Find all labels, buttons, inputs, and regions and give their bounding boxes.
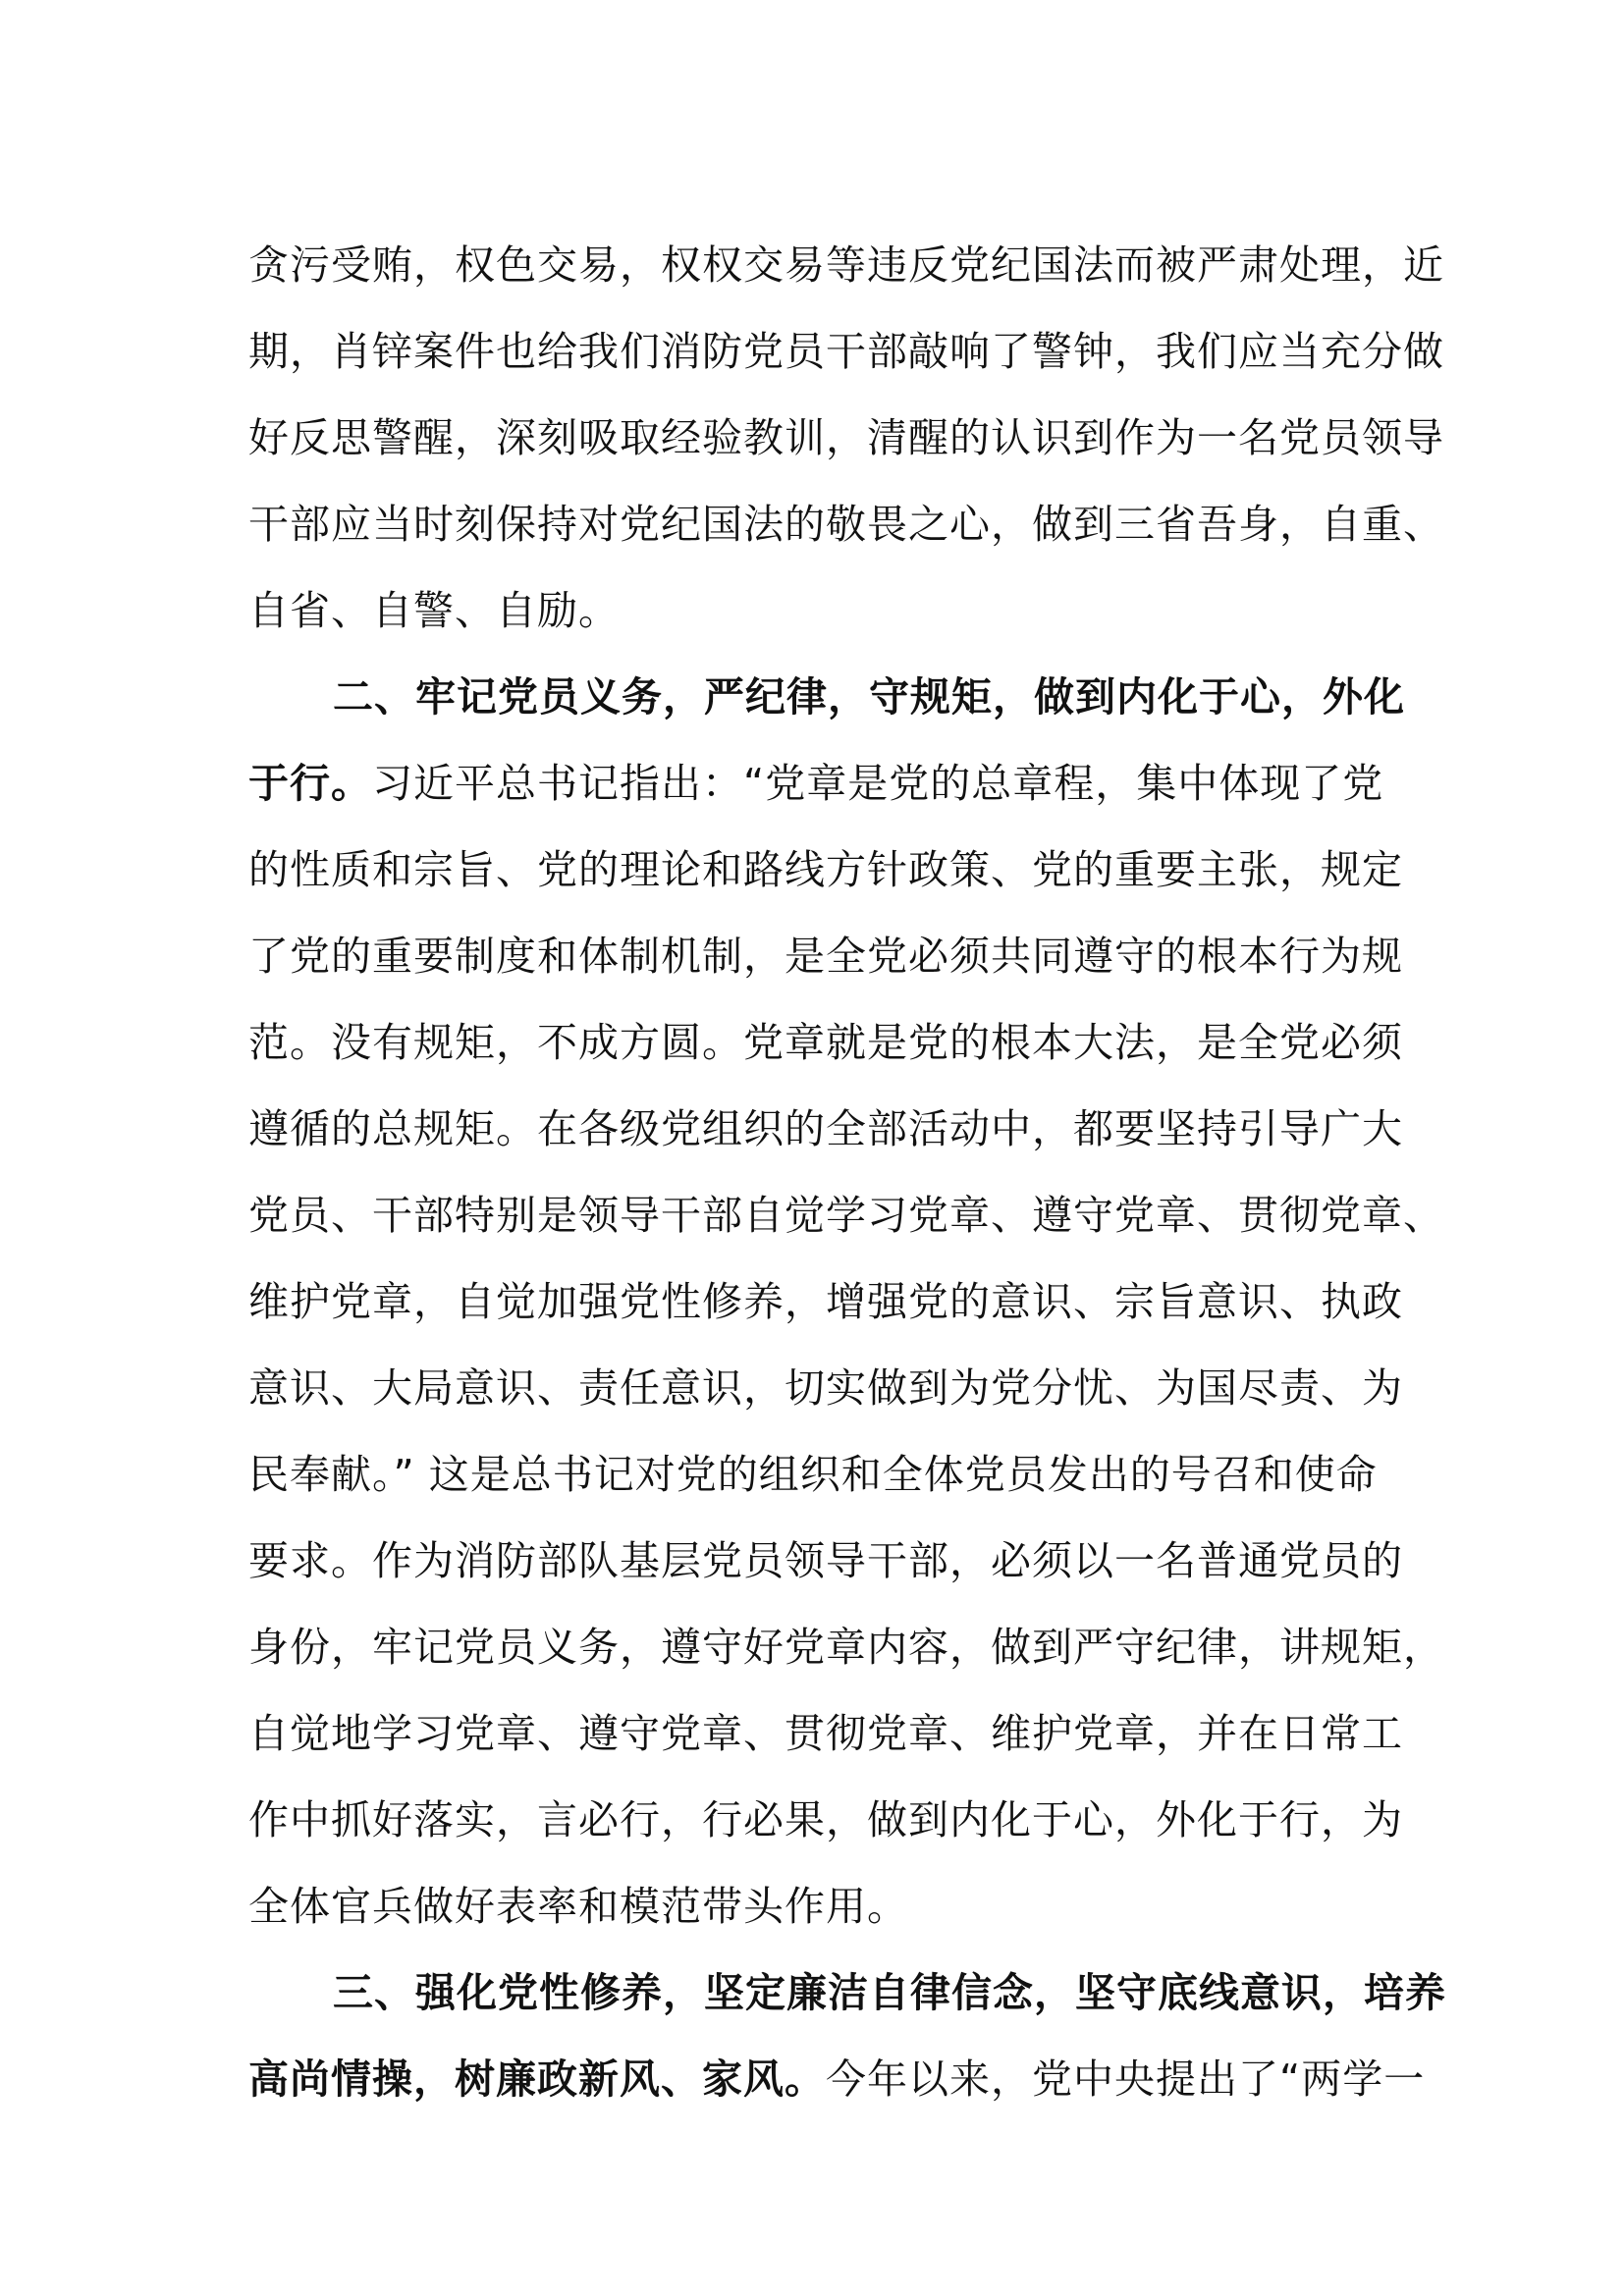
paragraph-line: 作中抓好落实，言必行，行必果，做到内化于心，外化于行，为	[248, 1796, 1403, 1843]
paragraph-line: 期，肖锌案件也给我们消防党员干部敲响了警钟，我们应当充分做	[248, 328, 1444, 375]
paragraph-line: 了党的重要制度和体制机制，是全党必须共同遵守的根本行为规	[248, 933, 1403, 980]
section-heading: 二、牢记党员义务，严纪律，守规矩，做到内化于心，外化	[333, 673, 1405, 721]
paragraph-line: 自省、自警、自励。	[248, 587, 620, 634]
paragraph-line: 要求。作为消防部队基层党员领导干部，必须以一名普通党员的	[248, 1537, 1403, 1584]
paragraph-text: 今年以来，党中央提出了“两学一	[826, 2056, 1426, 2103]
paragraph-text: 习近平总书记指出：“党章是党的总章程，集中体现了党	[372, 760, 1384, 807]
document-page	[248, 222, 1446, 2122]
paragraph-line: 自觉地学习党章、遵守党章、贯彻党章、维护党章，并在日常工	[248, 1710, 1403, 1757]
section-3	[248, 1949, 1446, 2122]
paragraph-line: 维护党章，自觉加强党性修养，增强党的意识、宗旨意识、执政	[248, 1278, 1403, 1325]
paragraph-line: 的性质和宗旨、党的理论和路线方针政策、党的重要主张，规定	[248, 846, 1403, 893]
paragraph-line: 全体官兵做好表率和模范带头作用。	[248, 1883, 908, 1930]
paragraph-line: 干部应当时刻保持对党纪国法的敬畏之心，做到三省吾身，自重、	[248, 501, 1444, 548]
section-2	[248, 654, 1444, 1949]
section-heading-end: 高尚情操，树廉政新风、家风。	[248, 2056, 826, 2103]
paragraph-line: 意识、大局意识、责任意识，切实做到为党分忧、为国尽责、为	[248, 1364, 1403, 1412]
paragraph-line: 民奉献。” 这是总书记对党的组织和全体党员发出的号召和使命	[248, 1451, 1378, 1498]
section-heading: 三、强化党性修养，坚定廉洁自律信念，坚守底线意识，培养	[333, 1969, 1446, 2016]
paragraph-line	[248, 2036, 1426, 2122]
paragraph-line: 范。没有规矩，不成方圆。党章就是党的根本大法，是全党必须	[248, 1019, 1403, 1066]
paragraph-line	[248, 740, 1387, 827]
paragraph-line: 身份，牢记党员义务，遵守好党章内容，做到严守纪律，讲规矩，	[248, 1624, 1444, 1671]
paragraph-1	[248, 222, 1444, 654]
paragraph-line: 党员、干部特别是领导干部自觉学习党章、遵守党章、贯彻党章、	[248, 1192, 1444, 1239]
section-heading-end: 于行。	[248, 760, 372, 807]
paragraph-line: 贪污受贿，权色交易，权权交易等违反党纪国法而被严肃处理，近	[248, 241, 1444, 289]
paragraph-line: 遵循的总规矩。在各级党组织的全部活动中，都要坚持引导广大	[248, 1105, 1403, 1152]
paragraph-line: 好反思警醒，深刻吸取经验教训，清醒的认识到作为一名党员领导	[248, 414, 1444, 461]
